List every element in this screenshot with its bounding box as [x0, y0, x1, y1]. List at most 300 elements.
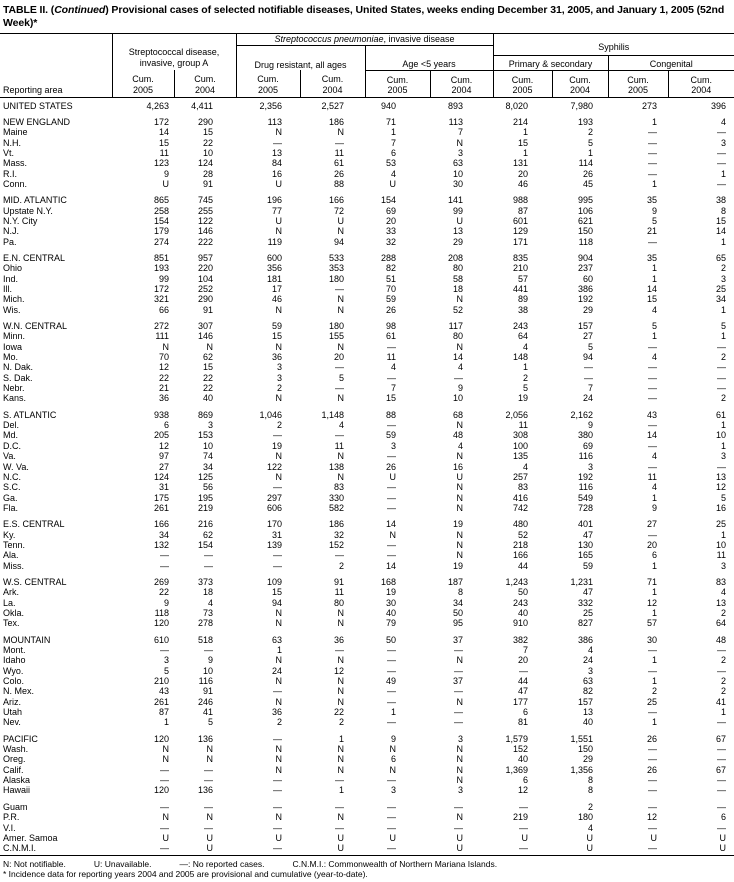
- column-header: Cum. 2004: [430, 70, 493, 97]
- value-cell: 307: [197, 321, 213, 332]
- value-cell: 109: [266, 576, 282, 587]
- value-cell: 44: [517, 560, 528, 571]
- value-cell: 1: [276, 645, 282, 655]
- value-cell: —: [648, 440, 657, 451]
- value-cell: 120: [153, 785, 169, 796]
- reporting-area-cell: Ariz.: [3, 696, 21, 707]
- value-cell: U: [521, 832, 528, 843]
- value-cell: 4: [390, 362, 396, 373]
- value-cell: N: [337, 812, 344, 823]
- value-cell: 192: [577, 471, 593, 482]
- value-cell: 3: [721, 137, 727, 148]
- footnote-note: * Incidence data for reporting years 2004 and 2005 are provisional and cumulative (year-to-date).: [3, 868, 368, 879]
- value-cell: 62: [202, 529, 213, 540]
- value-cell: N: [456, 451, 463, 462]
- table-row: [0, 598, 734, 608]
- value-cell: —: [387, 645, 396, 655]
- table-row: [0, 331, 734, 341]
- header-reporting-area: Reporting area: [0, 70, 112, 97]
- table-row: [0, 97, 734, 111]
- reporting-area-cell: Del.: [3, 420, 20, 431]
- value-cell: 1: [721, 420, 727, 431]
- value-cell: 5: [651, 321, 657, 332]
- value-cell: 150: [577, 744, 593, 755]
- value-cell: 1,148: [321, 409, 344, 420]
- value-cell: 152: [328, 539, 344, 550]
- value-cell: 69: [582, 440, 593, 451]
- value-cell: 353: [328, 263, 344, 274]
- value-cell: 117: [448, 321, 463, 332]
- reporting-area-cell: Mass.: [3, 158, 28, 169]
- reporting-area-cell: N.J.: [3, 226, 20, 237]
- value-cell: 8: [587, 775, 593, 786]
- value-cell: 125: [197, 471, 213, 482]
- reporting-area-cell: Ga.: [3, 492, 18, 503]
- footnotes: [0, 856, 734, 882]
- value-cell: 40: [582, 717, 593, 728]
- value-cell: 40: [517, 754, 528, 765]
- value-cell: 132: [153, 539, 169, 550]
- reporting-area-cell: Wis.: [3, 304, 21, 315]
- reporting-area-cell: Colo.: [3, 676, 25, 687]
- value-cell: 155: [328, 331, 344, 342]
- value-cell: —: [335, 383, 344, 394]
- value-cell: 19: [385, 587, 396, 598]
- value-cell: U: [456, 471, 463, 482]
- value-cell: 77: [271, 205, 282, 216]
- value-cell: 70: [158, 352, 169, 363]
- value-cell: 83: [333, 482, 344, 493]
- value-cell: 12: [646, 597, 657, 608]
- value-cell: —: [160, 822, 169, 833]
- value-cell: 111: [155, 331, 169, 342]
- value-cell: 1: [651, 492, 657, 503]
- table-row: [0, 472, 734, 482]
- value-cell: U: [719, 832, 727, 843]
- value-cell: N: [389, 764, 396, 775]
- value-cell: —: [717, 341, 727, 352]
- value-cell: 1: [522, 127, 528, 138]
- value-cell: 14: [452, 352, 463, 363]
- value-cell: 3: [457, 785, 463, 796]
- value-cell: —: [335, 362, 344, 373]
- table-row: [0, 111, 734, 127]
- value-cell: 742: [512, 502, 528, 513]
- value-cell: N: [275, 451, 282, 462]
- value-cell: 893: [447, 100, 463, 111]
- value-cell: N: [456, 655, 463, 666]
- value-cell: 180: [328, 273, 344, 284]
- value-cell: 1: [338, 733, 344, 744]
- value-cell: 11: [518, 420, 528, 431]
- value-cell: 51: [385, 273, 396, 284]
- value-cell: 1: [651, 655, 657, 666]
- value-cell: —: [648, 707, 657, 718]
- value-cell: 9: [390, 733, 396, 744]
- reporting-area-cell: Guam: [3, 801, 28, 812]
- value-cell: —: [454, 822, 463, 833]
- value-cell: 95: [452, 618, 463, 629]
- value-cell: 94: [333, 236, 344, 247]
- value-cell: 150: [577, 226, 593, 237]
- value-cell: 58: [452, 273, 463, 284]
- value-cell: 80: [333, 597, 344, 608]
- value-cell: —: [648, 372, 657, 383]
- value-cell: U: [162, 178, 169, 189]
- value-cell: —: [387, 502, 396, 513]
- value-cell: —: [717, 178, 727, 189]
- value-cell: 382: [512, 634, 528, 645]
- value-cell: 380: [577, 430, 593, 441]
- value-cell: —: [454, 717, 463, 728]
- legend-item: N: Not notifiable.: [3, 858, 66, 869]
- value-cell: 64: [517, 331, 528, 342]
- value-cell: 180: [328, 321, 344, 332]
- value-cell: 533: [328, 252, 344, 263]
- value-cell: —: [273, 686, 282, 697]
- value-cell: 3: [163, 655, 169, 666]
- value-cell: 148: [512, 352, 528, 363]
- value-cell: 3: [276, 362, 282, 373]
- value-cell: 3: [587, 665, 593, 676]
- reporting-area-cell: P.R.: [3, 812, 20, 823]
- value-cell: 193: [577, 116, 593, 127]
- value-cell: U: [174, 843, 236, 855]
- value-cell: —: [365, 843, 430, 855]
- value-cell: 154: [197, 539, 213, 550]
- value-cell: 600: [266, 252, 282, 263]
- value-cell: 2: [721, 655, 727, 666]
- value-cell: 11: [159, 147, 169, 158]
- value-cell: 14: [158, 127, 169, 138]
- value-cell: —: [717, 822, 727, 833]
- value-cell: 34: [452, 597, 463, 608]
- value-cell: 210: [512, 263, 528, 274]
- value-cell: 196: [266, 195, 282, 206]
- value-cell: 1: [721, 440, 727, 451]
- table-row: [0, 189, 734, 205]
- reporting-area-cell: PACIFIC: [3, 733, 38, 744]
- value-cell: —: [335, 284, 344, 294]
- value-cell: 1: [651, 273, 657, 284]
- value-cell: 14: [646, 430, 657, 441]
- value-cell: 21: [158, 383, 169, 394]
- value-cell: 4: [338, 420, 344, 431]
- value-cell: 30: [646, 634, 657, 645]
- reporting-area-cell: E.N. CENTRAL: [3, 252, 66, 263]
- table-row: [0, 420, 734, 430]
- value-cell: 71: [385, 116, 396, 127]
- reporting-area-cell: E.S. CENTRAL: [3, 519, 65, 530]
- value-cell: 2: [338, 560, 344, 571]
- value-cell: N: [337, 764, 344, 775]
- value-cell: N: [337, 676, 344, 687]
- legend-item: C.N.M.I.: Commonwealth of Northern Mariana Islands.: [292, 858, 498, 869]
- value-cell: 83: [517, 482, 528, 493]
- value-cell: 40: [517, 607, 528, 618]
- value-cell: 1: [522, 147, 528, 158]
- value-cell: N: [275, 393, 282, 404]
- value-cell: 67: [716, 733, 727, 744]
- value-cell: —: [204, 775, 213, 786]
- value-cell: —: [717, 127, 727, 138]
- value-cell: 4: [522, 341, 528, 352]
- table-row: [0, 812, 734, 822]
- value-cell: 10: [452, 168, 463, 179]
- table-row: [0, 148, 734, 158]
- header-strep-a: Streptococcal disease, invasive, group A: [112, 34, 236, 71]
- value-cell: 153: [197, 430, 213, 441]
- value-cell: 46: [517, 178, 528, 189]
- value-cell: 4: [651, 352, 657, 363]
- value-cell: 988: [512, 195, 528, 206]
- value-cell: —: [387, 492, 396, 503]
- value-cell: —: [648, 393, 657, 404]
- value-cell: 8: [457, 587, 463, 598]
- table-row: [0, 561, 734, 571]
- value-cell: 56: [202, 482, 213, 493]
- value-cell: —: [717, 158, 727, 169]
- value-cell: 1,551: [570, 733, 593, 744]
- value-cell: —: [717, 665, 727, 676]
- value-cell: —: [717, 372, 727, 383]
- value-cell: 261: [153, 696, 169, 707]
- table-row: [0, 618, 734, 628]
- value-cell: 187: [447, 576, 463, 587]
- value-cell: 13: [582, 707, 593, 718]
- value-cell: —: [335, 801, 344, 812]
- reporting-area-cell: S. Dak.: [3, 372, 33, 383]
- value-cell: 26: [385, 461, 396, 472]
- value-cell: —: [648, 785, 657, 796]
- value-cell: N: [337, 127, 344, 138]
- value-cell: 10: [452, 393, 463, 404]
- value-cell: —: [648, 744, 657, 755]
- value-cell: —: [160, 560, 169, 571]
- value-cell: —: [335, 822, 344, 833]
- table-row: [0, 352, 734, 362]
- column-header: Cum. 2005: [112, 70, 174, 97]
- table-row: [0, 717, 734, 727]
- value-cell: 50: [452, 607, 463, 618]
- value-cell: 16: [271, 168, 282, 179]
- reporting-area-cell: N. Mex.: [3, 686, 35, 697]
- value-cell: 175: [153, 492, 169, 503]
- value-cell: 168: [380, 576, 396, 587]
- value-cell: 186: [328, 116, 344, 127]
- value-cell: —: [584, 372, 593, 383]
- value-cell: 129: [512, 226, 528, 237]
- title-continued: Continued: [54, 4, 106, 16]
- value-cell: N: [456, 137, 463, 148]
- value-cell: 13: [716, 597, 727, 608]
- table-row: [0, 404, 734, 420]
- reporting-area-cell: N.Y. City: [3, 215, 38, 226]
- value-cell: 851: [153, 252, 169, 263]
- value-cell: 41: [202, 707, 213, 718]
- value-cell: —: [454, 707, 463, 718]
- value-cell: 17: [271, 284, 282, 294]
- reporting-area-cell: Mich.: [3, 294, 25, 305]
- value-cell: 401: [577, 519, 593, 530]
- reporting-area-cell: V.I.: [3, 822, 16, 833]
- value-cell: 2: [721, 352, 727, 363]
- value-cell: N: [337, 341, 344, 352]
- value-cell: 480: [512, 519, 528, 530]
- value-cell: 32: [385, 236, 396, 247]
- value-cell: 37: [452, 676, 463, 687]
- header-syphilis: Syphilis: [493, 34, 734, 56]
- value-cell: —: [387, 341, 396, 352]
- value-cell: 255: [197, 205, 213, 216]
- value-cell: 63: [582, 676, 593, 687]
- value-cell: —: [493, 843, 552, 855]
- value-cell: 7: [390, 137, 396, 148]
- reporting-area-cell: Mont.: [3, 645, 26, 655]
- value-cell: N: [275, 812, 282, 823]
- value-cell: 45: [582, 178, 593, 189]
- value-cell: —: [519, 665, 528, 676]
- value-cell: —: [387, 717, 396, 728]
- value-cell: —: [648, 362, 657, 373]
- column-header: Cum. 2005: [608, 70, 668, 97]
- reporting-area-cell: Ind.: [3, 273, 19, 284]
- value-cell: 441: [512, 284, 528, 294]
- value-cell: 166: [328, 195, 344, 206]
- reporting-area-cell: Amer. Samoa: [3, 832, 58, 843]
- value-cell: 1: [390, 127, 396, 138]
- value-cell: N: [456, 775, 463, 786]
- value-cell: 136: [197, 785, 213, 796]
- value-cell: —: [454, 665, 463, 676]
- value-cell: 94: [582, 352, 593, 363]
- value-cell: 745: [197, 195, 213, 206]
- value-cell: 1: [651, 676, 657, 687]
- table-row: [0, 294, 734, 304]
- table-body: [0, 97, 734, 855]
- value-cell: 71: [646, 576, 657, 587]
- reporting-area-cell: Va.: [3, 451, 16, 462]
- value-cell: 3: [390, 440, 396, 451]
- value-cell: 29: [452, 236, 463, 247]
- table-row: [0, 226, 734, 236]
- value-cell: —: [648, 665, 657, 676]
- value-cell: 7,980: [570, 100, 593, 111]
- value-cell: 165: [577, 550, 593, 561]
- value-cell: 146: [197, 331, 213, 342]
- reporting-area-cell: Minn.: [3, 331, 26, 342]
- value-cell: 136: [197, 733, 213, 744]
- disease-table: [0, 33, 734, 856]
- value-cell: 1: [651, 560, 657, 571]
- value-cell: U: [300, 843, 365, 855]
- value-cell: 24: [582, 393, 593, 404]
- reporting-area-cell: NEW ENGLAND: [3, 116, 71, 127]
- value-cell: U: [162, 832, 169, 843]
- value-cell: 4: [587, 822, 593, 833]
- table-row: [0, 373, 734, 383]
- value-cell: 621: [577, 215, 593, 226]
- value-cell: 11: [716, 550, 727, 561]
- value-cell: —: [387, 665, 396, 676]
- reporting-area-cell: N.H.: [3, 137, 21, 148]
- reporting-area-cell: Fla.: [3, 502, 19, 513]
- value-cell: 113: [448, 116, 463, 127]
- value-cell: 22: [202, 383, 213, 394]
- value-cell: N: [456, 754, 463, 765]
- value-cell: 4,411: [191, 100, 213, 111]
- value-cell: 373: [197, 576, 213, 587]
- reporting-area-cell: Ark.: [3, 587, 20, 598]
- value-cell: 1: [338, 785, 344, 796]
- value-cell: 5: [587, 137, 593, 148]
- value-cell: 1: [163, 717, 169, 728]
- value-cell: N: [337, 618, 344, 629]
- reporting-area-cell: Upstate N.Y.: [3, 205, 53, 216]
- table-row: [0, 237, 734, 247]
- value-cell: 606: [266, 502, 282, 513]
- value-cell: 396: [710, 100, 727, 111]
- value-cell: —: [584, 362, 593, 373]
- value-cell: 237: [577, 263, 593, 274]
- table-row: [0, 843, 734, 855]
- value-cell: 116: [578, 482, 593, 493]
- value-cell: 910: [512, 618, 528, 629]
- value-cell: —: [273, 550, 282, 561]
- table-row: [0, 441, 734, 451]
- table-row: [0, 451, 734, 461]
- reporting-area-cell: C.N.M.I.: [0, 843, 112, 855]
- value-cell: N: [275, 655, 282, 666]
- value-cell: 122: [197, 215, 213, 226]
- value-cell: 139: [266, 539, 282, 550]
- value-cell: 98: [385, 321, 396, 332]
- value-cell: 87: [517, 205, 528, 216]
- value-cell: 12: [716, 482, 727, 493]
- value-cell: 5: [338, 372, 344, 383]
- value-cell: —: [387, 451, 396, 462]
- value-cell: —: [273, 822, 282, 833]
- value-cell: N: [275, 764, 282, 775]
- value-cell: 6: [390, 754, 396, 765]
- value-cell: 74: [202, 451, 213, 462]
- value-cell: —: [648, 341, 657, 352]
- value-cell: 3: [276, 372, 282, 383]
- value-cell: 24: [582, 655, 593, 666]
- value-cell: 27: [582, 331, 593, 342]
- value-cell: —: [454, 372, 463, 383]
- value-cell: —: [648, 754, 657, 765]
- value-cell: 25: [716, 519, 727, 530]
- value-cell: 1: [651, 331, 657, 342]
- value-cell: 5: [651, 215, 657, 226]
- table-row: [0, 707, 734, 717]
- value-cell: —: [454, 801, 463, 812]
- value-cell: 116: [198, 676, 213, 687]
- value-cell: —: [204, 801, 213, 812]
- value-cell: 1,046: [259, 409, 282, 420]
- value-cell: 3: [721, 273, 727, 284]
- value-cell: 8: [587, 785, 593, 796]
- value-cell: 157: [577, 321, 593, 332]
- value-cell: 3: [390, 785, 396, 796]
- value-cell: 73: [202, 607, 213, 618]
- value-cell: 40: [202, 393, 213, 404]
- value-cell: 38: [517, 304, 528, 315]
- reporting-area-cell: Idaho: [3, 655, 26, 666]
- table-row: [0, 728, 734, 744]
- value-cell: N: [337, 744, 344, 755]
